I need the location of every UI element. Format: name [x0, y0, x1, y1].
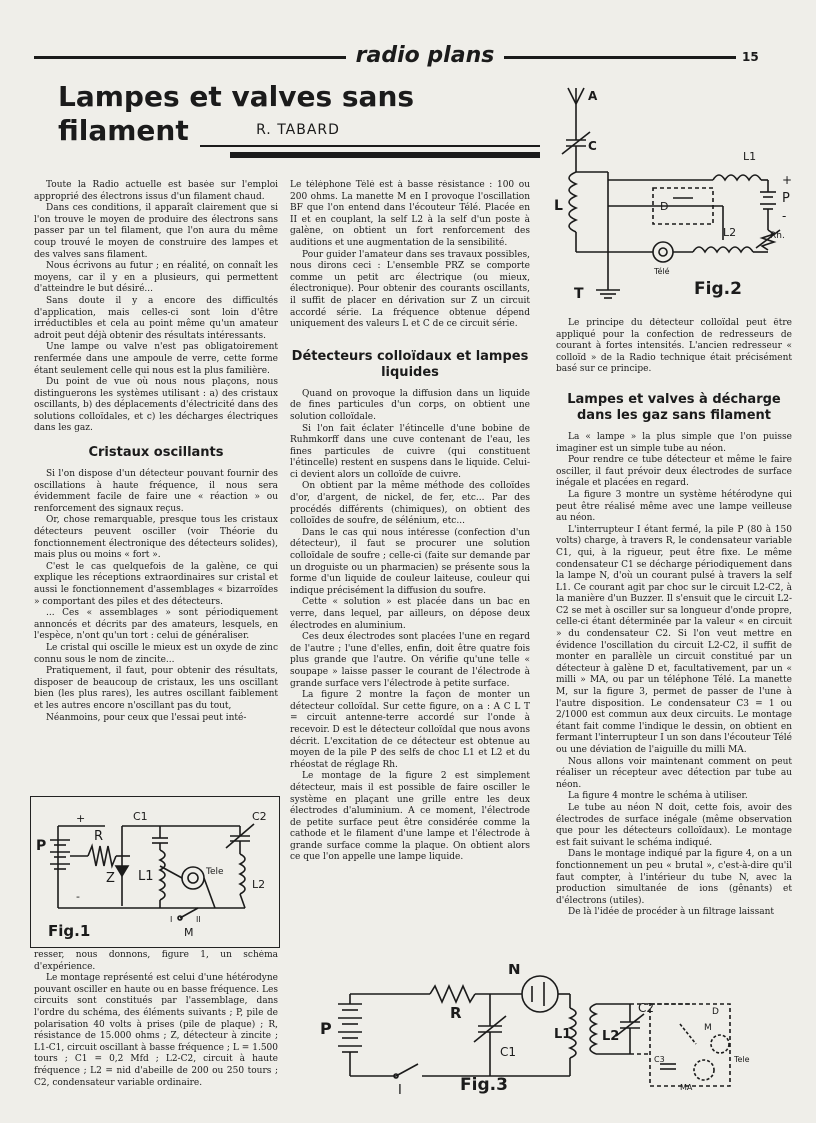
title-rule-top — [200, 145, 540, 147]
fig1-label: + — [76, 812, 86, 825]
fig3-label: MA — [680, 1083, 693, 1092]
fig2-label: P — [782, 191, 790, 206]
figure-3 — [300, 964, 790, 1098]
fig1-label: L1 — [138, 869, 154, 884]
fig3-label: C3 — [654, 1055, 665, 1064]
figure-2 — [548, 80, 798, 308]
col1-paragraph: Le cristal qui oscille le mieux est un oxyde de zinc connu sous le nom de zincite... — [34, 642, 278, 665]
col3-paragraph: De là l'idée de procéder à un filtrage laissant — [568, 907, 774, 918]
col2-paragraph: Cette « solution » est placée dans un bac en verre, dans lequel, par ailleurs, on dépose deux électrodes en aluminium. — [290, 597, 530, 631]
fig2-label: + — [782, 173, 793, 187]
col1-paragraph: Si l'on dispose d'un détecteur pouvant fournir des oscillations à haute fréquence, il nous sera évidemment facile de faire une « réaction » ou renforcement des signaux reçus. — [34, 469, 278, 514]
fig2-label: D — [660, 200, 669, 213]
col1-paragraph: Toute la Radio actuelle est basée sur l'emploi approprié des électrons issus d'un filament chaud. — [34, 180, 278, 202]
fig3-label: D — [712, 1007, 719, 1017]
heading-lampes-gaz: Lampes et valves à décharge dans les gaz sans filament — [567, 391, 781, 423]
fig3-label: P — [320, 1019, 332, 1038]
fig3-label: M — [704, 1023, 712, 1033]
col2-paragraph: Le téléphone Télé est à basse résistance : 100 ou 200 ohms. La manette M en I provoque l'oscillation BF que l'on entend dans l'écouteur Télé. Placée en II et en couplant, la self L2 à la self d'un poste à galène, on obtient un fort renforcement des auditions et une augmentation de la sensibilité. — [290, 180, 530, 248]
fig3-label: L1 — [554, 1027, 572, 1042]
fig3-label: I — [398, 1083, 402, 1098]
fig3-caption: Fig.3 — [460, 1075, 508, 1095]
col3-paragraph: La figure 4 montre le schéma à utiliser. — [568, 791, 748, 802]
fig1-label: Z — [106, 871, 115, 886]
fig3-label: L2 — [602, 1029, 620, 1044]
col2-paragraph: Quand on provoque la diffusion dans un liquide de fines particules d'un corps, on obtient une solution colloïdale. — [290, 388, 530, 422]
page-number: 15 — [742, 50, 759, 64]
fig1-label: R — [94, 829, 104, 844]
fig2-label: L1 — [743, 150, 757, 163]
title-rule-bottom — [230, 152, 540, 158]
article-author: R. TABARD — [256, 122, 340, 138]
fig1-label: Tele — [206, 867, 224, 877]
fig3-label: Tele — [734, 1055, 750, 1064]
col2-paragraph: Le montage de la figure 2 est simplement détecteur, mais il est possible de faire osciller le système en plaçant une grille entre les deux électrodes d'aluminium. A ce moment, l'électrode de petite surface peut être considérée comme la cathode et le filament d'une lampe et l'électrode à grande surface comme la plaque. On obtient alors ce que l'on appelle une lampe liquide. — [290, 771, 530, 863]
column-1-top — [34, 180, 278, 792]
fig1-label: M — [184, 926, 194, 939]
col1-paragraph: Nous écrivons au futur ; en réalité, on connaît les moyens, car il y en a plusieurs, qui permettent d'atteindre le but désiré... — [34, 261, 278, 295]
fig1-label: P — [36, 838, 47, 854]
col3-paragraph: Le principe du détecteur colloïdal peut être appliqué pour la confection de redresseurs de courant à fortes intensités. L'ancien redresseur « colloïd » de la Radio technique était précisément basé sur ce principe. — [556, 318, 792, 375]
fig1-label: C2 — [252, 810, 267, 823]
col2-paragraph: Pour guider l'amateur dans ses travaux possibles, nous dirons ceci : L'ensemble PRZ se comporte comme un petit arc électrique (ou mieux, électronique). Pour obtenir des courants oscillants, il suffit de placer en dérivation sur Z un circuit accordé série. La fréquence obtenue dépend uniquement des valeurs L et C de ce circuit série. — [290, 249, 530, 330]
figure-1 — [30, 796, 280, 948]
fig2-label: A — [588, 89, 598, 103]
header-rule-right — [504, 56, 736, 59]
col1-paragraph: Pratiquement, il faut, pour obtenir des résultats, disposer de beaucoup de cristaux, les uns oscillant bien (les plus rares), les autres oscillant faiblement et les autres encore n'oscillant pas du tout, — [34, 666, 278, 711]
column-2 — [290, 180, 530, 958]
fig2-label: C — [588, 139, 597, 153]
fig3-label: C2 — [638, 1001, 655, 1015]
col1-paragraph: Du point de vue où nous nous plaçons, nous distinguerons les systèmes utilisant : a) des cristaux oscillants, b) des déplacements d'électricité dans des solutions colloïdales, et c) les décharges électriques dans les gaz. — [34, 377, 278, 434]
col1-paragraph: C'est le cas quelquefois de la galène, ce qui explique les réceptions extraordinaires sur cristal et aussi le fonctionnement d'assemblages « bizarroïdes » comportant des piles et des détecteurs. — [34, 561, 278, 607]
masthead-logo: radio plans — [355, 43, 495, 68]
article-title: Lampes et valves sans filament — [58, 80, 415, 147]
fig3-label: N — [508, 964, 521, 978]
fig3-label: C1 — [500, 1045, 517, 1059]
col3-paragraph: Nous allons voir maintenant comment on peut réaliser un récepteur avec détection par tube au néon. — [556, 756, 792, 790]
col1-paragraph: Dans ces conditions, il apparaît clairement que si l'on trouve le moyen de produire des électrons sans passer par un tel filament, que l'on aura du même coup trouvé le moyen de construire des lampes et des valves sans filament. — [34, 203, 278, 260]
fig3-label: R — [450, 1004, 462, 1022]
col2-paragraph: Dans le cas qui nous intéresse (confection d'un détecteur), il faut se procurer une solution colloïdale de soufre ; celle-ci (faite sur demande par un droguiste ou un pharmacien) se présente sous la forme d'un liquide de couleur laiteuse, couleur qui indique précisément la diffusion du soufre. — [290, 527, 530, 596]
fig1-label: C1 — [133, 810, 148, 823]
fig2-caption: Fig.2 — [694, 279, 742, 299]
col1-paragraph: resser, nous donnons, figure 1, un schéma d'expérience. — [34, 950, 278, 972]
fig1-caption: Fig.1 — [48, 922, 91, 940]
fig1-label: II — [196, 915, 201, 924]
column-3 — [556, 318, 792, 958]
col1-paragraph: Or, chose remarquable, presque tous les cristaux détecteurs peuvent osciller (voir Théorie du fonctionnement électronique des détecteurs solides), mais plus ou moins « fort ». — [34, 515, 278, 561]
heading-cristaux-oscillants: Cristaux oscillants — [88, 445, 224, 461]
header-rule-left — [34, 56, 346, 59]
col3-paragraph: Pour rendre ce tube détecteur et même le faire osciller, il faut prévoir deux électrodes de surface inégale et placées en regard. — [556, 455, 792, 489]
col3-paragraph: La « lampe » la plus simple que l'on puisse imaginer est un simple tube au néon. — [556, 431, 792, 454]
fig1-label: - — [76, 890, 80, 903]
fig2-label: L2 — [723, 226, 737, 239]
fig2-label: T — [574, 286, 584, 302]
col2-paragraph: On obtient par la même méthode des colloïdes d'or, d'argent, de nickel, de fer, etc... Par des procédés différents (chimiques), on obtient des colloïdes de soufre, de sélénium, etc... — [290, 481, 530, 527]
col3-paragraph: Dans le montage indiqué par la figure 4, on a un fonctionnement un peu « brutal », c'est-à-dire qu'il faut compter, à l'intérieur du tube N, avec la production simultanée de ions (gênants) et d'électrons (utiles). — [556, 849, 792, 906]
col1-paragraph: Néanmoins, pour ceux que l'essai peut inté- — [46, 712, 247, 723]
col2-paragraph: La figure 2 montre la façon de monter un détecteur colloïdal. Sur cette figure, on a : A C L T = circuit antenne-terre accordé sur l'onde à recevoir. D est le détecteur colloïdal que nous avons décrit. L'excitation de ce détecteur est obtenue au moyen de la pile P des selfs de choc L1 et L2 et du rhéostat de réglage Rh. — [290, 690, 530, 770]
fig2-label: - — [782, 209, 787, 223]
col1-paragraph: Une lampe ou valve n'est pas obligatoirement renfermée dans une ampoule de verre, cette forme étant seulement celle qui nous est la plus familière. — [34, 342, 278, 376]
heading-detecteurs-colloidaux: Détecteurs colloïdaux et lampes liquides — [291, 348, 529, 380]
col2-paragraph: Si l'on fait éclater l'étincelle d'une bobine de Ruhmkorff dans une cuve contenant de l'eau, les fines particules de cuivre (qui constituent l'étincelle) restent en suspens dans le liquide. Celui-ci devient alors un colloïde de cuivre. — [290, 423, 530, 480]
fig2-label: L — [554, 198, 563, 214]
fig2-label: Rh. — [770, 231, 785, 241]
fig1-label: L2 — [252, 878, 266, 891]
col3-paragraph: La figure 3 montre un système hétérodyne qui peut être réalisé même avec une lampe veilleuse au néon. — [556, 489, 792, 524]
column-1-bottom — [34, 950, 278, 1100]
col1-paragraph: Sans doute il y a encore des difficultés d'application, mais celles-ci sont loin d'être irréductibles et cela au point même qu'un amateur adroit peut déjà obtenir des résultats intéressants. — [34, 295, 278, 341]
col3-paragraph: Le tube au néon N doit, cette fois, avoir des électrodes de surface inégale (même observation que pour les détecteurs colloïdaux). Le montage est fait suivant le schéma indiqué. — [556, 802, 792, 848]
col2-paragraph: Ces deux électrodes sont placées l'une en regard de l'autre ; l'une d'elles, enfin, doit être quatre fois plus grande que l'autre. On vérifie qu'une telle « soupape » laisse passer le courant de l'électrode à grande surface vers l'électrode à petite surface. — [290, 632, 530, 689]
col1-paragraph: Le montage représenté est celui d'une hétérodyne pouvant osciller en haute ou en basse fréquence. Les circuits sont constitués par l'assemblage, dans l'ordre du schéma, des éléments suivants ; P, pile de polarisation 40 volts à prises (pile de plaque) ; R, résistance de 15.000 ohms ; Z, détecteur à zincite ; L1-C1, circuit oscillant à basse fréquence ; L = 1.500 tours ; C1 = 0,2 Mfd ; L2-C2, circuit à haute fréquence ; L2 = nid d'abeille de 200 ou 250 tours ; C2, condensateur variable ordinaire. — [34, 973, 278, 1088]
col1-paragraph: ... Ces « assemblages » sont périodiquement annoncés et décrits par des amateurs, lesquels, en l'espèce, n'ont qu'un tort : celui de généraliser. — [34, 608, 278, 642]
fig1-label: I — [170, 915, 173, 924]
fig2-label: Télé — [654, 267, 670, 276]
col3-paragraph: L'interrupteur I étant fermé, la pile P (80 à 150 volts) charge, à travers R, le condensateur variable C1, qui, à la rigueur, peut être fixe. Le même condensateur C1 se décharge périodiquement dans la lampe N, d'où un courant pulsé à travers la self L1. Ce courant agit par choc sur le circuit L2-C2, à la manière d'un Buzzer. Il s'ensuit que le circuit L2-C2 se met à osciller sur sa longueur d'onde propre, celle-ci étant déterminée par la valeur « en circuit » du condensateur C2. Si l'on veut mettre en évidence l'oscillation du circuit L2-C2, il suffit de monter en parallèle un circuit constitué par un détecteur à galène D et, facultativement, par un « milli » MA, ou par un téléphone Télé. La manette M, sur la figure 3, permet de passer de l'une à l'autre disposition. Le condensateur C3 = 1 ou 2/1000 est commun aux deux circuits. Le montage étant fait comme l'indique le dessin, on obtient en fermant l'interrupteur I un son dans l'écouteur Télé ou une déviation de l'aiguille du milli MA. — [556, 524, 792, 755]
